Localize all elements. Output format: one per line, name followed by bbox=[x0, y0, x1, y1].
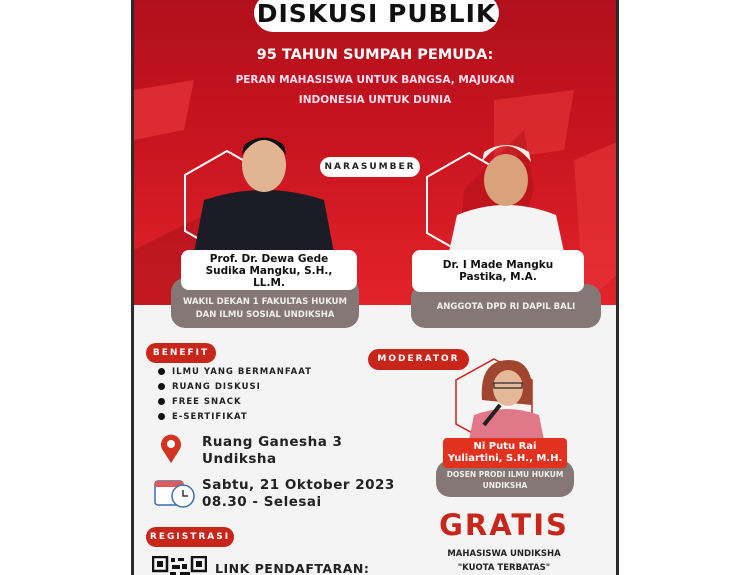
calendar-clock-icon bbox=[154, 477, 196, 509]
event-title: DISKUSI PUBLIK bbox=[254, 0, 499, 32]
location bbox=[202, 434, 342, 468]
name-line: Prof. Dr. Dewa Gede bbox=[209, 253, 329, 265]
date-time bbox=[202, 477, 395, 511]
time-line: 08.30 - Selesai bbox=[202, 494, 322, 510]
quota-line: "KUOTA TERBATAS" bbox=[457, 563, 551, 573]
role-line: ANGGOTA DPD RI DAPIL BALI bbox=[436, 302, 576, 312]
role-line: DOSEN PRODI ILMU HUKUM bbox=[446, 470, 564, 479]
benefit-item: E-SERTIFIKAT bbox=[158, 410, 312, 425]
subtitle-line: INDONESIA UNTUK DUNIA bbox=[298, 94, 452, 106]
role-line: WAKIL DEKAN 1 FAKULTAS HUKUM bbox=[182, 297, 348, 307]
role-line: DAN ILMU SOSIAL UNDIKSHA bbox=[195, 310, 335, 320]
moderator-name bbox=[443, 438, 567, 468]
location-pin-icon bbox=[160, 434, 182, 464]
name-line: Pastika, M.A. bbox=[459, 271, 537, 283]
name-line: Yuliartini, S.H., M.H. bbox=[447, 453, 563, 464]
date-line: Sabtu, 21 Oktober 2023 bbox=[202, 477, 395, 493]
gratis-label: GRATIS bbox=[439, 508, 569, 542]
name-line: LL.M. bbox=[253, 277, 285, 289]
benefit-item: FREE SNACK bbox=[158, 395, 312, 410]
benefit-item: ILMU YANG BERMANFAAT bbox=[158, 365, 312, 380]
benefit-list bbox=[158, 365, 312, 425]
benefit-item: RUANG DISKUSI bbox=[158, 380, 312, 395]
audience-line: MAHASISWA UNDIKSHA bbox=[447, 549, 561, 559]
moderator-label: MODERATOR bbox=[368, 349, 469, 370]
narasumber-label: NARASUMBER bbox=[320, 157, 420, 177]
name-line: Dr. I Made Mangku bbox=[442, 259, 554, 271]
qr-code-icon[interactable] bbox=[152, 556, 207, 575]
speaker-name bbox=[181, 250, 357, 290]
registrasi-label: REGISTRASI bbox=[146, 527, 234, 547]
subtitle-line: PERAN MAHASISWA UNTUK BANGSA, MAJUKAN bbox=[235, 74, 515, 86]
moderator-photo bbox=[464, 355, 549, 440]
audience-info bbox=[419, 547, 589, 575]
location-line: Ruang Ganesha 3 bbox=[202, 434, 343, 450]
headline: 95 TAHUN SUMPAH PEMUDA: bbox=[256, 47, 494, 63]
role-line: UNDIKSHA bbox=[482, 481, 528, 490]
speaker-name bbox=[412, 250, 584, 292]
event-poster bbox=[131, 0, 619, 575]
speaker-photo bbox=[449, 130, 564, 252]
name-line: Ni Putu Rai bbox=[473, 441, 537, 452]
speaker-photo bbox=[194, 125, 334, 253]
benefit-label: BENEFIT bbox=[146, 343, 216, 363]
location-line: Undiksha bbox=[202, 451, 277, 467]
name-line: Sudika Mangku, S.H., bbox=[205, 265, 333, 277]
registration-link-label[interactable]: LINK PENDAFTARAN: bbox=[215, 561, 370, 575]
